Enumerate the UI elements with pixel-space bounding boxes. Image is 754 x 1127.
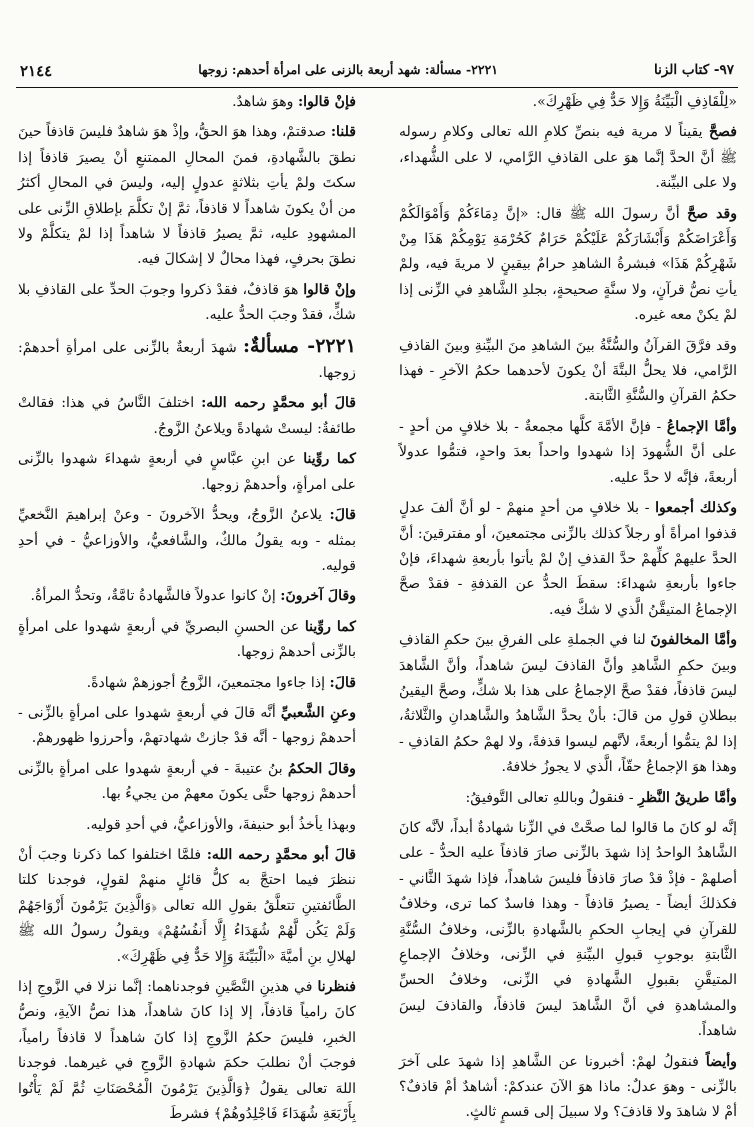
- right-column: [399, 90, 738, 1121]
- paragraph: [18, 757, 356, 808]
- paragraph: [18, 391, 356, 442]
- paragraph-lead: كما روِّينا: [304, 618, 357, 635]
- paragraph-text: يقيناً لا مرية فيه بنصِّ كلامِ الله تعالى وكلامِ رسوله ﷺ أنَّ الحدَّ إنَّما هوَ على القاذفِ الرَّامي، لا على الشُّهداء، ولا على البيِّنة.: [399, 124, 737, 192]
- paragraph-text: إذا جاءوا مجتمعينَ، الزَّوجُ أجوزهمْ شهادةً.: [86, 674, 326, 691]
- paragraph-lead: وأمَّا المخالفونَ: [650, 632, 737, 649]
- paragraph-text: يلاعنُ الزَّوجُ، ويحدُّ الآخرونَ - وعنْ إبراهيمَ النَّخعيِّ بمثله - وبه يقولُ مالكٌ، والشَّافعيُّ، والأوزاعيُّ - في أحدِ قوليه.: [18, 507, 356, 574]
- paragraph: [399, 1050, 737, 1126]
- header-book-title: ٩٧- كتاب الزنا: [653, 62, 734, 78]
- paragraph: [399, 628, 737, 780]
- paragraph-text: هوَ قاذفٌ، فقدْ ذكروا وجوبَ الحدِّ على القاذفِ بلا شكٍّ، فقدْ وجبَ الحدُّ عليه.: [18, 281, 356, 324]
- paragraph-lead: وقالَ الحكمُ: [287, 760, 356, 777]
- paragraph: [18, 90, 356, 115]
- paragraph: [18, 120, 356, 272]
- header-rule: [16, 87, 738, 88]
- paragraph-lead: قالَ أبو محمَّدٍ رحمه الله:: [201, 395, 357, 412]
- paragraph: [18, 503, 356, 579]
- paragraph-lead: وأمَّا الإجماعُ: [666, 418, 737, 435]
- paragraph-lead: وإنْ قالوا: [303, 281, 356, 298]
- paragraph: [399, 90, 737, 115]
- paragraph-text: - فنقولُ وباللهِ تعالى التَّوفيقُ:: [465, 789, 634, 806]
- page-header: [16, 60, 738, 86]
- paragraph-text: بنُ عتيبةَ - في أربعةٍ شهدوا على امرأةٍ بالزِّنى أحدهمْ زوجها حتَّى يكونَ معهمْ من يجيءُ بها.: [18, 760, 356, 803]
- paragraph-text: إنْ كانوا عدولاً فالشَّهادةُ تامَّةٌ، وتحدُّ المرأةُ.: [30, 588, 276, 605]
- paragraph: [399, 786, 737, 811]
- paragraph-text: - فإنَّ الأمَّةَ كلَّها مجمعةٌ - بلا خلافٍ من أحدٍ - على أنَّ الشُّهودَ إذا شهدوا واحداً بعدَ واحدٍ، فتمُّوا عدولاً أربعةً، فإنَّه لا حدَّ عليه.: [399, 418, 737, 486]
- paragraph-lead: فنظرنا: [317, 979, 356, 995]
- paragraph-text: لنا في الجملةِ على الفرقِ بينَ حكمِ القاذفِ وبينَ حكمِ الشَّاهدِ وأنَّ القاذفَ ليسَ شاهداً، وأنَّ الشَّاهدَ ليسَ قاذفاً، فقدْ صحَّ الإجماعُ على هذا بلا شكٍّ، وصحَّ اليقينُ ببطلانِ قولِ من قالَ: بأنْ يحدَّ الشَّاهدُ والشَّاهدانِ والثَّلاثةُ، إذا لمْ يتمُّوا أربعةً، لأنَّهم ليسوا قذفةً، ولا لهمْ حكمُ القاذفِ - وهذا هوَ الإجماعُ حقّاً، الَّذي لا يجوزُ خلافهُ.: [399, 632, 737, 776]
- paragraph-lead: وقد صحَّ: [687, 205, 738, 222]
- paragraph-text: عن ابنِ عبَّاسٍ في أربعةٍ شهداءَ شهدوا بالزِّنى على امرأةٍ، وأحدهمْ زوجها.: [18, 451, 356, 493]
- left-column: [18, 90, 357, 1123]
- paragraph: [18, 447, 356, 498]
- issue-heading: ٢٢٢١- مسألةٌ:: [243, 334, 357, 357]
- paragraph: [18, 671, 356, 696]
- paragraph: [18, 975, 356, 1127]
- paragraph-text: - بلا خلافٍ من أحدٍ منهمْ - لو أنَّ ألفَ عدلٍ قذفوا امرأةً أو رجلاً كذلك بالزِّنى مجتمعينَ، أو مفترقينَ: أنَّ الحدَّ عليهمْ كلِّهمْ حدَّ القذفِ إنْ لمْ يأتوا بأربعةِ شهداءَ، فإنْ جاءوا بأربعةِ شهداءَ: سقطَ الحدُّ عن القذفةِ - فقدْ صحَّ الإجماعُ المتيقَّنُ الَّذي لا شكَّ فيه.: [399, 500, 737, 618]
- paragraph-lead: وأيضاً: [705, 1053, 737, 1070]
- paragraph: [399, 120, 737, 196]
- paragraph-text: فلمَّا اختلفوا كما ذكرنا وجبَ أنْ ننظرَ فيما احتجَّ به كلُّ قائلٍ منهمْ لقولٍ، فوجدنا كلتا الطَّائفتينِ تتعلَّقُ بقولِ الله تعالى ﴿وَالَّذِينَ يَرْمُونَ أَزْوَاجَهُمْ وَلَمْ يَكُن لَّهُمْ شُهَدَاءُ إِلَّا أَنفُسُهُمْ﴾ ويقولُ رسولُ الله ﷺ لهلالِ بنِ أميَّةَ «الْبَيِّنَةَ وَإِلا حَدٌّ فِي ظَهْرِكَ».: [18, 846, 356, 965]
- paragraph-text: أنَّ رسولَ الله ﷺ قال: «إنَّ دِمَاءَكُمْ وَأَمْوَالَكُمْ وَأَعْرَاضَكُمْ وَأَبْشَارَكُمْ عَلَيْكُمْ حَرَامٌ كَحُرْمَةِ يَوْمِكُمْ هَذَا مِنْ شَهْرِكُمْ هَذَا» فبشرةُ الشاهدِ حرامٌ بيقينٍ لا مريةَ فيه، ولمْ يأتِ نصُّ قرآنٍ، ولا سنَّةٍ صحيحةٍ، بجلدِ الشَّاهدِ في الزِّنى إذا لمْ يكنْ معه غيره.: [399, 205, 737, 324]
- paragraph-lead: وقالَ آخرونَ:: [280, 588, 356, 605]
- paragraph-lead: فصحَّ: [708, 124, 738, 141]
- paragraph-text: صدقتمْ، وهذا هوَ الحقُّ، وإذْ هوَ شاهدٌ فليسَ قاذفاً حينَ نطقَ بالشَّهادةِ، فمنَ المحالِ الممتنعِ أنْ يصيرَ قاذفاً إذا سكتَ ولمْ يأتِ بثلاثةٍ عدولٍ إليه، وليسَ في المحالِ أكثرُ من أنْ يكونَ شاهداً لا قاذفاً، ثمَّ إنْ تكلَّمَ بإطلاقِ الزِّنى على المشهودِ عليه، ثمَّ يصيرُ قاذفاً لا شاهداً إذا لمْ يتكلَّمْ ولا نطقَ بحرفٍ، فهذا محالٌ لا إشكالَ فيه.: [18, 124, 356, 268]
- paragraph-lead: قالَ:: [329, 507, 356, 524]
- paragraph: [18, 701, 356, 752]
- paragraph-text: وقد فرَّقَ القرآنُ والسُّنَّةُ بينَ الشاهدِ منَ البيِّنةِ وبينَ القاذفِ الرَّامي، فلا يحلُّ البتَّةَ أنْ يكونَ لأحدهما حكمُ الآخرِ - فهذا حكمُ القرآنِ والسُّنَّةِ الثَّابتة.: [399, 337, 737, 405]
- paragraph-text: في هذينِ النَّصَّينِ فوجدناهما: إنَّما نزلا في الزَّوجِ إذا كانَ رامياً قاذفاً، إلا إذا كانَ شاهداً، هذا نصُّ الآيةِ، ونصُّ الخبرِ، فليسَ حكمُ الزَّوجِ إذا كانَ شاهداً لا قاذفاً رامياً، فوجبَ أنْ نطلبَ حكمَ شهادةِ الزَّوجِ في غيرهما. فوجدنا اللهَ تعالى يقولُ ﴿وَالَّذِينَ يَرْمُونَ الْمُحْصَنَاتِ ثُمَّ لَمْ يَأْتُوا بِأَرْبَعَةِ شُهَدَاءَ فَاجْلِدُوهُمْ﴾ فشرطَ: [18, 979, 356, 1123]
- paragraph-text: شهدَ أربعةٌ بالزِّنى على امرأةِ أحدهمْ: زوجها.: [18, 339, 356, 382]
- paragraph: [399, 816, 737, 1045]
- paragraph-text: «لِلْقَاذِفِ الْبَيِّنَةُ وَإِلا حَدٌّ فِي ظَهْرِكَ».: [532, 94, 737, 110]
- paragraph-lead: وعنِ الشَّعبيِّ: [280, 704, 356, 721]
- paragraph: [18, 843, 356, 970]
- paragraph: [18, 334, 356, 387]
- paragraph-lead: كما روِّينا: [303, 451, 356, 468]
- paragraph: [399, 496, 737, 623]
- paragraph-lead: قالَ أبو محمَّدٍ رحمه الله:: [206, 846, 356, 863]
- paragraph-lead: قالَ:: [329, 674, 356, 691]
- paragraph: [18, 615, 356, 666]
- paragraph: [18, 813, 356, 838]
- paragraph-text: وهوَ شاهدٌ.: [232, 94, 294, 110]
- paragraph: [18, 584, 356, 609]
- paragraph-text: اختلفَ النَّاسُ في هذا: فقالتْ طائفةٌ: ليستْ شهادةً ويلاعنُ الزَّوجُ.: [18, 395, 356, 437]
- paragraph: [399, 415, 737, 491]
- paragraph: [18, 278, 356, 329]
- paragraph-lead: قلنا:: [330, 124, 356, 141]
- paragraph: [399, 334, 737, 410]
- paragraph: [399, 202, 737, 329]
- header-issue-title: ٢٢٢١- مسألة: شهد أربعة بالزنى على امرأة أحدهم: زوجها: [198, 62, 498, 77]
- paragraph-lead: وكذلك أجمعوا: [655, 500, 737, 517]
- paragraph-text: فنقولُ لهمْ: أخبرونا عن الشَّاهدِ إذا شهدَ على آخرَ بالزِّنى - وهوَ عدلٌ: ماذا هوَ الآنَ عندكمْ: أشاهدٌ أمْ قاذفٌ؟ أمْ لا شاهدَ ولا قاذفَ؟ ولا سبيلَ إلى قسمٍ ثالثٍ.: [399, 1053, 737, 1121]
- paragraph-text: عن الحسنِ البصريِّ في أربعةٍ شهدوا على امرأةٍ بالزِّنى أحدهمْ زوجها.: [18, 618, 356, 661]
- paragraph-text: وبهذا يأخذُ أبو حنيفةَ، والأوزاعيُّ، في أحدِ قوليه.: [86, 816, 356, 833]
- paragraph-text: إنَّه لو كانَ ما قالوا لما صحَّتْ في الزِّنا شهادةٌ أبداً، لأنَّه كانَ الشَّاهدُ الواحدُ إذا شهدَ بالزِّنى صارَ قاذفاً عليه الحدُّ - على أصلهمْ - فإذْ قدْ صارَ قاذفاً فليسَ شاهداً، فإذا شهدَ الثَّاني - فكذلكَ أيضاً - يصيرُ قاذفاً - وهذا فاسدٌ كما ترى، وخلافٌ للقرآنِ في إيجابِ الحكمِ بالشَّهادةِ بالزِّنى، وخلافُ السُّنَّةِ الثَّابتةِ بوجوبِ قبولِ البيِّنةِ في الزِّنى، وخلافُ الإجماعِ المتيقَّنِ بقبولِ الشَّهادةِ في الزِّنى، وخلافُ الحسِّ والمشاهدةِ في أنَّ الشَّاهدَ ليسَ قاذفاً، والقاذفَ ليسَ شاهداً.: [399, 819, 737, 1040]
- paragraph-lead: وأمَّا طريقُ النَّظرِ: [638, 789, 737, 806]
- paragraph-lead: فإنْ قالوا:: [297, 94, 356, 110]
- header-page-number: ٢١٤٤: [20, 62, 53, 80]
- paragraph-text: أنَّه قالَ في أربعةٍ شهدوا على امرأةٍ بالزِّنى - أحدهمْ زوجها - أنَّه قدْ جازتْ شهادتهمْ، وأحرزوا ظهورهمْ.: [18, 704, 356, 747]
